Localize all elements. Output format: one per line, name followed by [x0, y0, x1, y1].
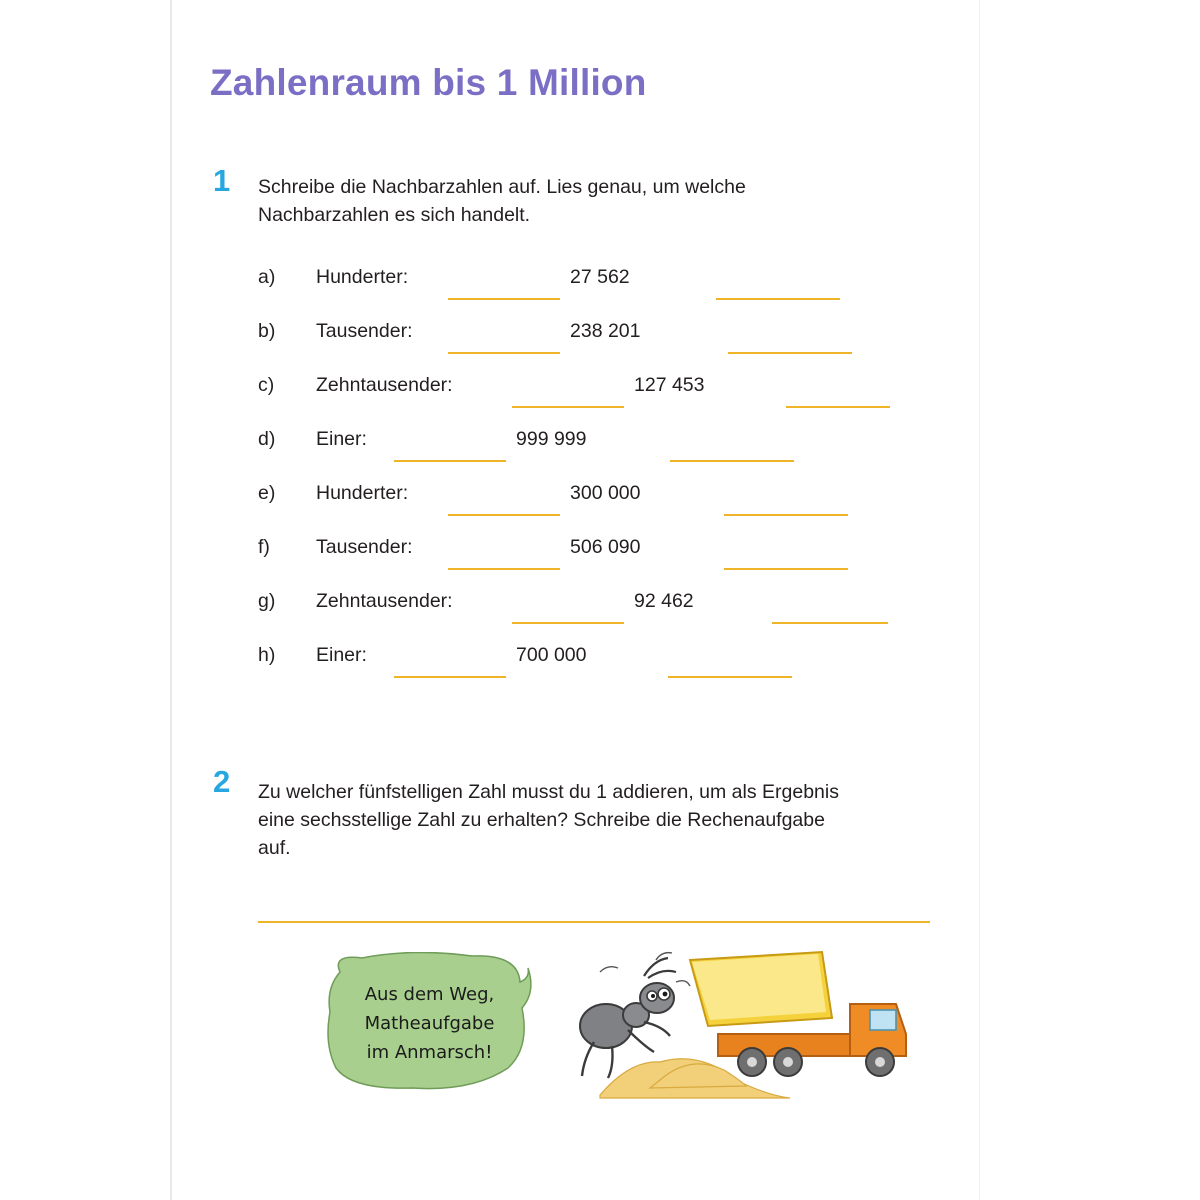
answer-blank-left[interactable]: [394, 460, 506, 462]
item-label: Einer:: [316, 428, 367, 450]
answer-blank-right[interactable]: [724, 568, 848, 570]
answer-blank-right[interactable]: [724, 514, 848, 516]
answer-blank-left[interactable]: [512, 622, 624, 624]
answer-blank-right[interactable]: [670, 460, 794, 462]
speech-bubble: [322, 952, 537, 1097]
answer-blank-right[interactable]: [772, 622, 888, 624]
section-divider: [258, 921, 930, 923]
illustration-svg: [540, 930, 940, 1120]
bubble-line-1: Aus dem Weg,: [364, 984, 495, 1005]
dump-truck: [650, 952, 906, 1088]
item-letter: h): [258, 644, 276, 666]
given-number: 700 000: [516, 644, 587, 666]
task-1-instruction: Schreibe die Nachbarzahlen auf. Lies genau, um welche Nachbarzahlen es sich handelt.: [258, 176, 746, 226]
item-label: Zehntausender:: [316, 590, 453, 612]
task-2-instruction: Zu welcher fünfstelligen Zahl musst du 1 addieren, um als Ergebnis eine sechsstellige Zahl zu erhalten? Schreibe die Rechenaufgabe auf.: [258, 781, 839, 859]
answer-blank-left[interactable]: [448, 352, 560, 354]
item-letter: a): [258, 266, 276, 288]
answer-blank-left[interactable]: [448, 514, 560, 516]
item-answer-area: [316, 536, 846, 566]
item-letter: b): [258, 320, 276, 342]
item-letter: g): [258, 590, 276, 612]
exercise-row: [258, 478, 818, 532]
item-answer-area: [316, 644, 846, 674]
given-number: 506 090: [570, 536, 641, 558]
item-label: Einer:: [316, 644, 367, 666]
item-letter: d): [258, 428, 276, 450]
item-label: Hunderter:: [316, 266, 409, 288]
item-answer-area: [316, 374, 846, 404]
illustration: [540, 930, 940, 1120]
item-label: Zehntausender:: [316, 374, 453, 396]
task-number-2: 2: [213, 764, 231, 799]
item-letter: e): [258, 482, 276, 504]
page-margin-left: [0, 0, 170, 1200]
item-label: Hunderter:: [316, 482, 409, 504]
exercise-row: [258, 424, 818, 478]
task-number-1: 1: [213, 163, 231, 198]
answer-blank-left[interactable]: [512, 406, 624, 408]
answer-blank-right[interactable]: [728, 352, 852, 354]
item-letter: c): [258, 374, 275, 396]
item-answer-area: [316, 266, 846, 296]
answer-blank-left[interactable]: [448, 568, 560, 570]
item-label: Tausender:: [316, 536, 413, 558]
given-number: 999 999: [516, 428, 587, 450]
exercise-row: [258, 316, 818, 370]
speech-bubble-text: [322, 980, 537, 1067]
exercise-row: [258, 370, 818, 424]
task-1-items: [258, 262, 818, 694]
given-number: 300 000: [570, 482, 641, 504]
page-margin-right: [981, 0, 1200, 1200]
answer-blank-left[interactable]: [448, 298, 560, 300]
page-title: Zahlenraum bis 1 Million: [210, 62, 647, 103]
truck-window: [870, 1010, 896, 1030]
exercise-row: [258, 586, 818, 640]
item-answer-area: [316, 428, 846, 458]
answer-blank-right[interactable]: [716, 298, 840, 300]
bubble-line-2: Matheaufgabe: [364, 1013, 495, 1034]
exercise-row: [258, 532, 818, 586]
given-number: 127 453: [634, 374, 705, 396]
exercise-row: [258, 640, 818, 694]
given-number: 92 462: [634, 590, 694, 612]
answer-blank-right[interactable]: [786, 406, 890, 408]
exercise-row: [258, 262, 818, 316]
given-number: 238 201: [570, 320, 641, 342]
bubble-line-3: im Anmarsch!: [366, 1042, 493, 1063]
given-number: 27 562: [570, 266, 630, 288]
answer-blank-right[interactable]: [668, 676, 792, 678]
answer-blank-left[interactable]: [394, 676, 506, 678]
item-answer-area: [316, 482, 846, 512]
item-answer-area: [316, 590, 846, 620]
item-label: Tausender:: [316, 320, 413, 342]
item-answer-area: [316, 320, 846, 350]
item-letter: f): [258, 536, 270, 558]
